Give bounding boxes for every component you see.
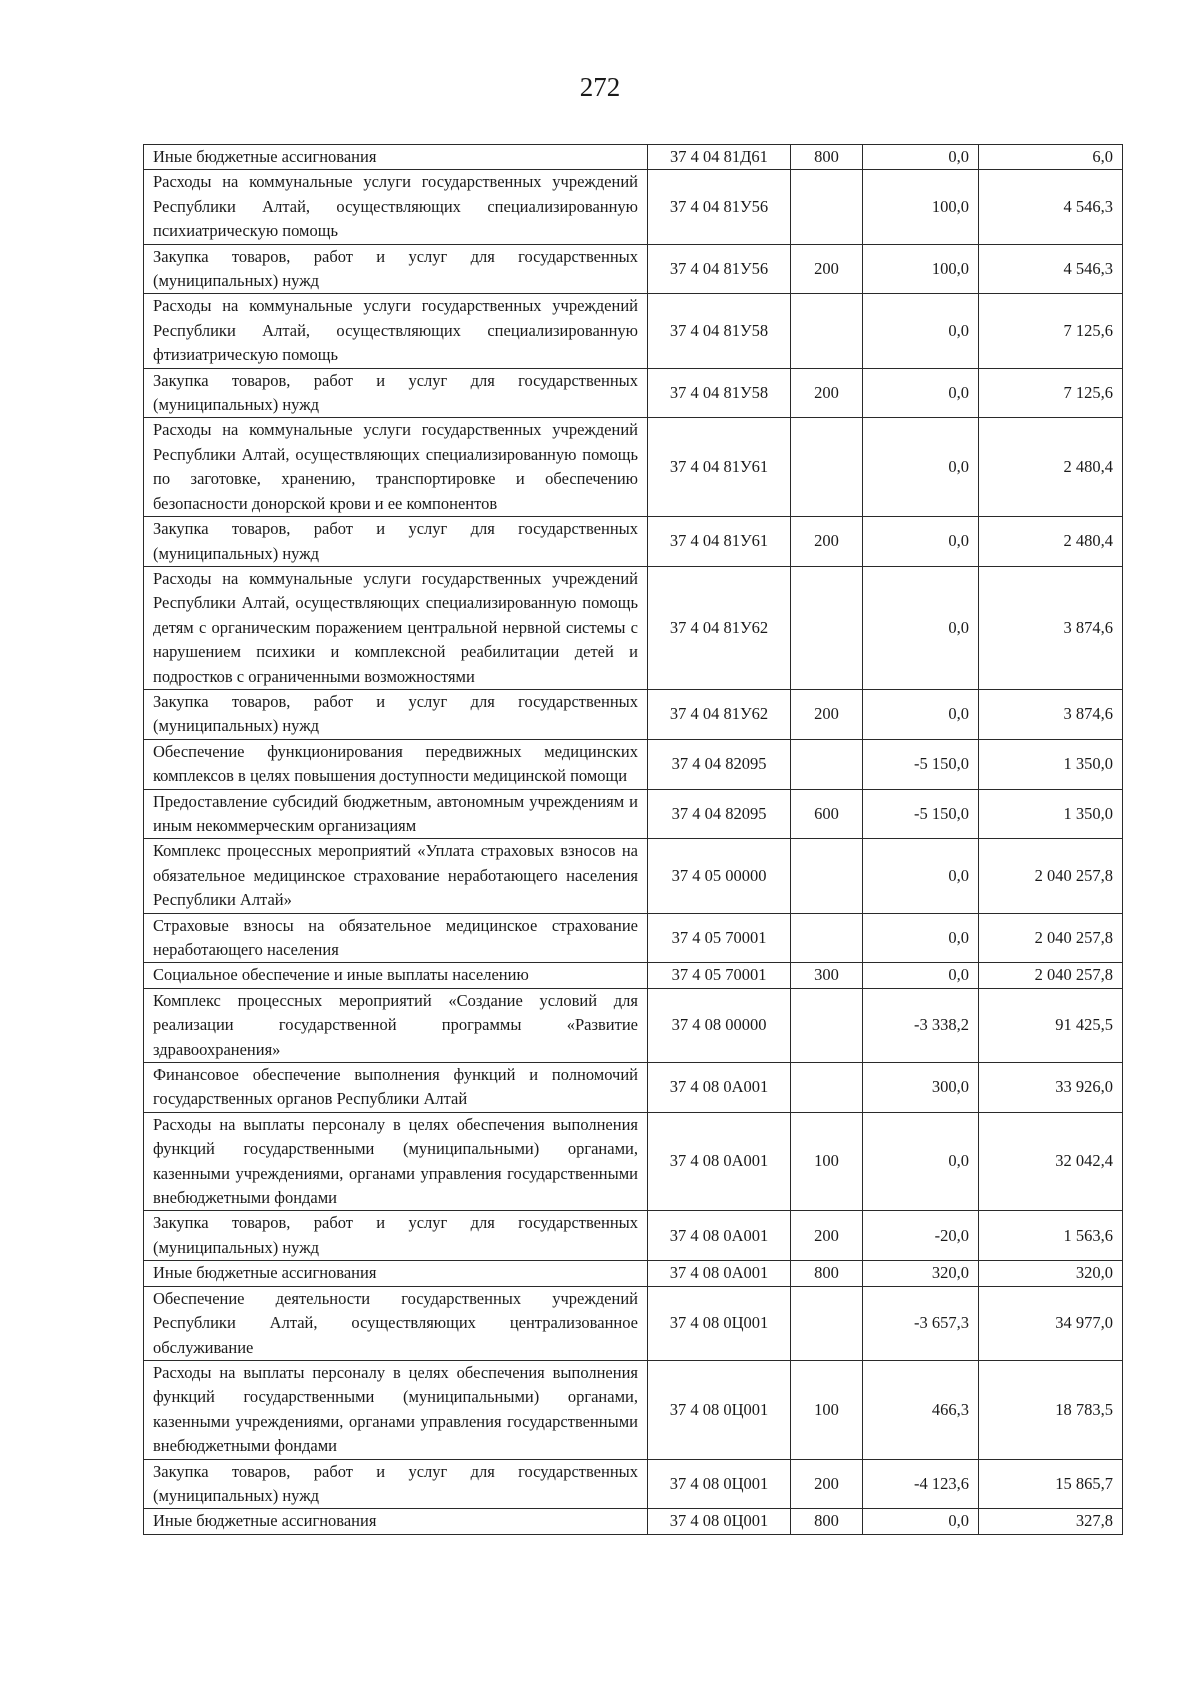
table-row [144, 368, 1123, 418]
row-change-cell: -5 150,0 [863, 739, 979, 789]
row-change-cell: 0,0 [863, 368, 979, 418]
table-row [144, 1112, 1123, 1211]
row-total-cell: 32 042,4 [979, 1112, 1123, 1211]
row-expense-type-cell [791, 839, 863, 913]
row-code-cell: 37 4 08 0Ц001 [648, 1459, 791, 1509]
row-total-cell: 1 350,0 [979, 739, 1123, 789]
row-code-cell: 37 4 08 0Ц001 [648, 1509, 791, 1534]
row-total-cell: 7 125,6 [979, 368, 1123, 418]
row-total-cell: 1 350,0 [979, 789, 1123, 839]
row-change-cell: 320,0 [863, 1261, 979, 1286]
row-code-cell: 37 4 04 81У56 [648, 170, 791, 244]
row-expense-type-cell: 200 [791, 689, 863, 739]
row-expense-type-cell: 100 [791, 1360, 863, 1459]
row-code-cell: 37 4 08 0Ц001 [648, 1360, 791, 1459]
row-code-cell: 37 4 04 81У58 [648, 368, 791, 418]
row-name-cell: Расходы на коммунальные услуги государственных учреждений Республики Алтай, осуществляющих специализированную помощь по заготовке, хранению, транспортировке и обеспечению безопасности донорской крови и ее компонентов [144, 418, 648, 517]
row-name-cell: Комплекс процессных мероприятий «Уплата страховых взносов на обязательное медицинское страхование неработающего населения Республики Алтай» [144, 839, 648, 913]
row-code-cell: 37 4 08 0А001 [648, 1211, 791, 1261]
row-code-cell: 37 4 04 81Д61 [648, 145, 791, 170]
row-name-cell: Страховые взносы на обязательное медицинское страхование неработающего населения [144, 913, 648, 963]
row-total-cell: 2 480,4 [979, 517, 1123, 567]
row-code-cell: 37 4 04 81У62 [648, 689, 791, 739]
row-expense-type-cell: 200 [791, 244, 863, 294]
row-total-cell: 4 546,3 [979, 170, 1123, 244]
row-code-cell: 37 4 04 82095 [648, 789, 791, 839]
row-name-cell: Закупка товаров, работ и услуг для государственных (муниципальных) нужд [144, 1211, 648, 1261]
row-name-cell: Расходы на коммунальные услуги государственных учреждений Республики Алтай, осуществляющих специализированную психиатрическую помощь [144, 170, 648, 244]
row-name-cell: Закупка товаров, работ и услуг для государственных (муниципальных) нужд [144, 368, 648, 418]
row-total-cell: 3 874,6 [979, 689, 1123, 739]
row-name-cell: Иные бюджетные ассигнования [144, 1509, 648, 1534]
row-name-cell: Расходы на выплаты персоналу в целях обеспечения выполнения функций государственными (муниципальными) органами, казенными учреждениями, органами управления государственными внебюджетными фондами [144, 1360, 648, 1459]
table-row [144, 1459, 1123, 1509]
row-code-cell: 37 4 08 0А001 [648, 1112, 791, 1211]
table-row [144, 963, 1123, 988]
row-change-cell: 0,0 [863, 418, 979, 517]
row-change-cell: 0,0 [863, 145, 979, 170]
row-change-cell: -5 150,0 [863, 789, 979, 839]
row-total-cell: 18 783,5 [979, 1360, 1123, 1459]
table-row [144, 244, 1123, 294]
row-code-cell: 37 4 04 82095 [648, 739, 791, 789]
table-row [144, 689, 1123, 739]
row-name-cell: Закупка товаров, работ и услуг для государственных (муниципальных) нужд [144, 244, 648, 294]
row-name-cell: Обеспечение функционирования передвижных медицинских комплексов в целях повышения доступности медицинской помощи [144, 739, 648, 789]
table-row [144, 789, 1123, 839]
row-total-cell: 2 480,4 [979, 418, 1123, 517]
budget-table [143, 144, 1123, 1535]
row-change-cell: 0,0 [863, 1509, 979, 1534]
row-expense-type-cell: 200 [791, 368, 863, 418]
row-code-cell: 37 4 08 0А001 [648, 1261, 791, 1286]
row-total-cell: 4 546,3 [979, 244, 1123, 294]
row-expense-type-cell [791, 418, 863, 517]
table-row [144, 913, 1123, 963]
table-row [144, 170, 1123, 244]
row-name-cell: Обеспечение деятельности государственных учреждений Республики Алтай, осуществляющих централизованное обслуживание [144, 1286, 648, 1360]
row-name-cell: Закупка товаров, работ и услуг для государственных (муниципальных) нужд [144, 1459, 648, 1509]
row-expense-type-cell [791, 170, 863, 244]
row-total-cell: 320,0 [979, 1261, 1123, 1286]
row-change-cell: 0,0 [863, 689, 979, 739]
row-total-cell: 2 040 257,8 [979, 839, 1123, 913]
row-total-cell: 2 040 257,8 [979, 913, 1123, 963]
row-code-cell: 37 4 08 00000 [648, 988, 791, 1062]
row-change-cell: -20,0 [863, 1211, 979, 1261]
row-expense-type-cell [791, 1286, 863, 1360]
row-name-cell: Иные бюджетные ассигнования [144, 145, 648, 170]
table-row [144, 145, 1123, 170]
row-expense-type-cell: 800 [791, 1261, 863, 1286]
table-row [144, 566, 1123, 689]
table-row [144, 839, 1123, 913]
row-change-cell: 0,0 [863, 839, 979, 913]
row-expense-type-cell: 600 [791, 789, 863, 839]
page-number: 272 [579, 72, 621, 102]
row-name-cell: Социальное обеспечение и иные выплаты населению [144, 963, 648, 988]
row-change-cell: 466,3 [863, 1360, 979, 1459]
row-total-cell: 327,8 [979, 1509, 1123, 1534]
row-total-cell: 33 926,0 [979, 1063, 1123, 1113]
table-row [144, 1286, 1123, 1360]
row-expense-type-cell: 200 [791, 1211, 863, 1261]
table-row [144, 988, 1123, 1062]
row-code-cell: 37 4 04 81У61 [648, 517, 791, 567]
row-change-cell: -3 338,2 [863, 988, 979, 1062]
row-expense-type-cell: 200 [791, 1459, 863, 1509]
row-name-cell: Расходы на коммунальные услуги государственных учреждений Республики Алтай, осуществляющих специализированную помощь детям с органическим поражением центральной нервной системы с нарушением психики и комплексной реабилитации детей и подростков с ограниченными возможностями [144, 566, 648, 689]
row-code-cell: 37 4 05 70001 [648, 913, 791, 963]
row-change-cell: -4 123,6 [863, 1459, 979, 1509]
table-row [144, 1360, 1123, 1459]
row-change-cell: 0,0 [863, 294, 979, 368]
row-code-cell: 37 4 04 81У58 [648, 294, 791, 368]
row-code-cell: 37 4 05 00000 [648, 839, 791, 913]
table-row [144, 739, 1123, 789]
row-total-cell: 15 865,7 [979, 1459, 1123, 1509]
row-expense-type-cell [791, 739, 863, 789]
row-code-cell: 37 4 04 81У62 [648, 566, 791, 689]
row-name-cell: Предоставление субсидий бюджетным, автономным учреждениям и иным некоммерческим организациям [144, 789, 648, 839]
table-row [144, 1261, 1123, 1286]
row-expense-type-cell [791, 294, 863, 368]
row-code-cell: 37 4 08 0Ц001 [648, 1286, 791, 1360]
row-change-cell: 0,0 [863, 517, 979, 567]
table-row [144, 517, 1123, 567]
row-name-cell: Иные бюджетные ассигнования [144, 1261, 648, 1286]
table-row [144, 418, 1123, 517]
row-code-cell: 37 4 04 81У61 [648, 418, 791, 517]
row-change-cell: -3 657,3 [863, 1286, 979, 1360]
row-total-cell: 1 563,6 [979, 1211, 1123, 1261]
table-row [144, 294, 1123, 368]
row-change-cell: 300,0 [863, 1063, 979, 1113]
table-row [144, 1063, 1123, 1113]
row-expense-type-cell: 300 [791, 963, 863, 988]
row-code-cell: 37 4 05 70001 [648, 963, 791, 988]
row-total-cell: 7 125,6 [979, 294, 1123, 368]
row-code-cell: 37 4 08 0А001 [648, 1063, 791, 1113]
row-change-cell: 0,0 [863, 1112, 979, 1211]
row-total-cell: 2 040 257,8 [979, 963, 1123, 988]
row-change-cell: 0,0 [863, 913, 979, 963]
table-row [144, 1211, 1123, 1261]
row-name-cell: Комплекс процессных мероприятий «Создание условий для реализации государственной программы «Развитие здравоохранения» [144, 988, 648, 1062]
row-change-cell: 100,0 [863, 170, 979, 244]
row-expense-type-cell: 800 [791, 1509, 863, 1534]
row-expense-type-cell [791, 913, 863, 963]
row-total-cell: 34 977,0 [979, 1286, 1123, 1360]
row-name-cell: Закупка товаров, работ и услуг для государственных (муниципальных) нужд [144, 689, 648, 739]
row-expense-type-cell: 100 [791, 1112, 863, 1211]
row-name-cell: Закупка товаров, работ и услуг для государственных (муниципальных) нужд [144, 517, 648, 567]
row-change-cell: 0,0 [863, 963, 979, 988]
row-expense-type-cell: 200 [791, 517, 863, 567]
row-expense-type-cell [791, 566, 863, 689]
budget-table-body [144, 145, 1123, 1535]
table-row [144, 1509, 1123, 1534]
row-total-cell: 6,0 [979, 145, 1123, 170]
row-change-cell: 0,0 [863, 566, 979, 689]
row-change-cell: 100,0 [863, 244, 979, 294]
row-name-cell: Расходы на выплаты персоналу в целях обеспечения выполнения функций государственными (муниципальными) органами, казенными учреждениями, органами управления государственными внебюджетными фондами [144, 1112, 648, 1211]
row-expense-type-cell [791, 1063, 863, 1113]
row-expense-type-cell [791, 988, 863, 1062]
row-name-cell: Финансовое обеспечение выполнения функций и полномочий государственных органов Республики Алтай [144, 1063, 648, 1113]
row-code-cell: 37 4 04 81У56 [648, 244, 791, 294]
row-name-cell: Расходы на коммунальные услуги государственных учреждений Республики Алтай, осуществляющих специализированную фтизиатрическую помощь [144, 294, 648, 368]
row-expense-type-cell: 800 [791, 145, 863, 170]
row-total-cell: 3 874,6 [979, 566, 1123, 689]
row-total-cell: 91 425,5 [979, 988, 1123, 1062]
